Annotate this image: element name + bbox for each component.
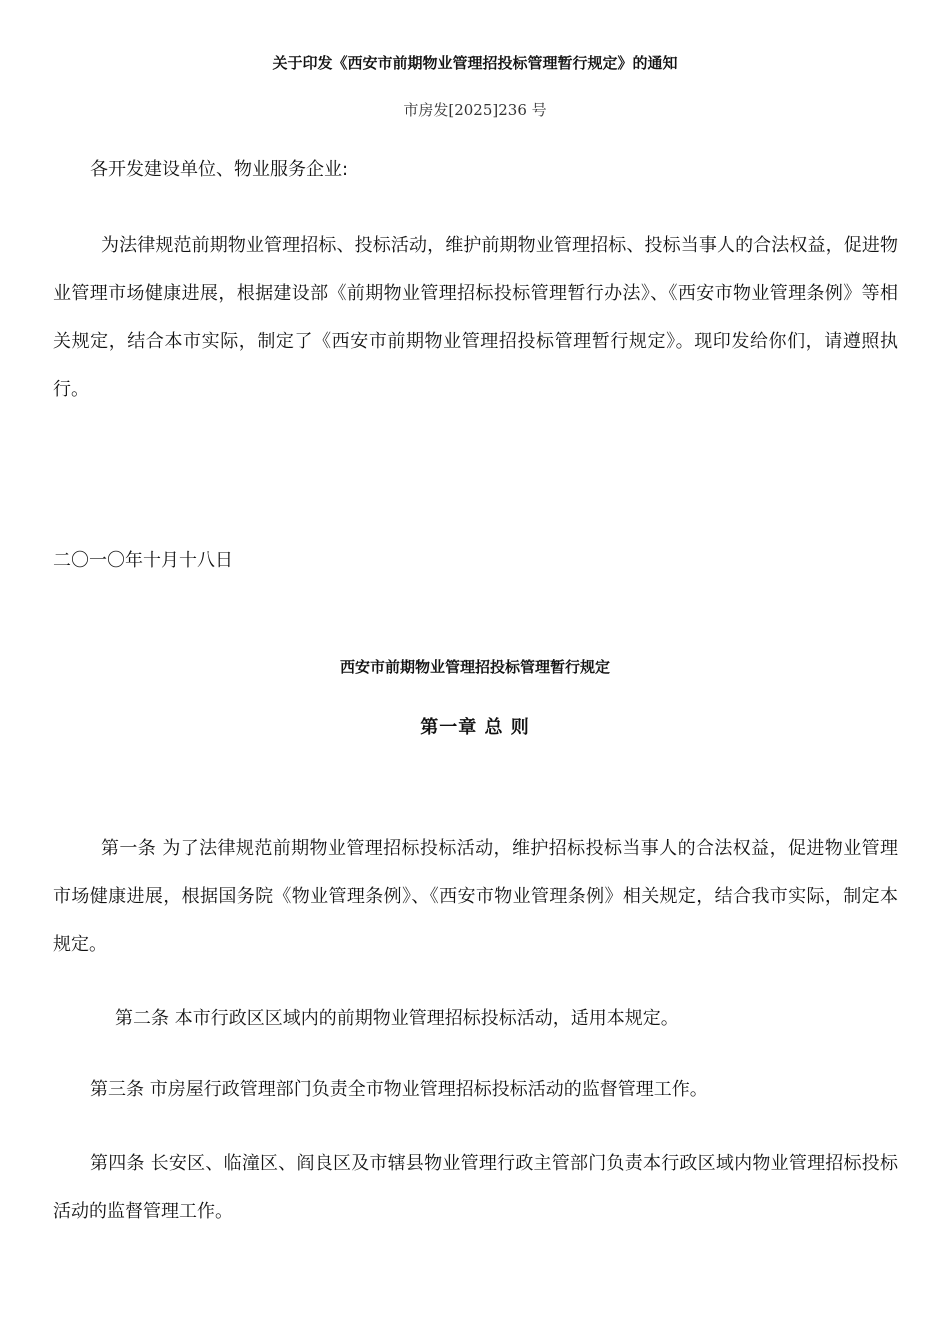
article-3: 第三条 市房屋行政管理部门负责全市物业管理招标投标活动的监督管理工作。: [90, 1079, 708, 1100]
article-2: 第二条 本市行政区区域内的前期物业管理招标投标活动，适用本规定。: [115, 1008, 679, 1029]
document-number: 市房发[2025]236 号: [403, 101, 547, 119]
regulation-title: 西安市前期物业管理招投标管理暂行规定: [339, 658, 610, 676]
article-4: 第四条 长安区、临潼区、阎良区及市辖县物业管理行政主管部门负责本行政区域内物业管理招标投标活动的监督管理工作。: [53, 1153, 898, 1222]
notice-date: 二〇一〇年十月十八日: [53, 550, 233, 571]
notice-body: 为法律规范前期物业管理招标、投标活动，维护前期物业管理招标、投标当事人的合法权益，促进物业管理市场健康进展，根据建设部《前期物业管理招标投标管理暂行办法》、《西安市物业管理条例》等相关规定，结合本市实际，制定了《西安市前期物业管理招投标管理暂行规定》。现印发给你们，请遵照执行。: [53, 235, 898, 400]
salutation: 各开发建设单位、物业服务企业:: [90, 159, 349, 180]
article-1: 第一条 为了法律规范前期物业管理招标投标活动，维护招标投标当事人的合法权益，促进物业管理市场健康进展，根据国务院《物业管理条例》、《西安市物业管理条例》相关规定，结合我市实际，制定本规定。: [53, 838, 898, 955]
notice-title: 关于印发《西安市前期物业管理招投标管理暂行规定》的通知: [272, 54, 678, 72]
chapter-heading: 第一章 总 则: [420, 717, 530, 738]
